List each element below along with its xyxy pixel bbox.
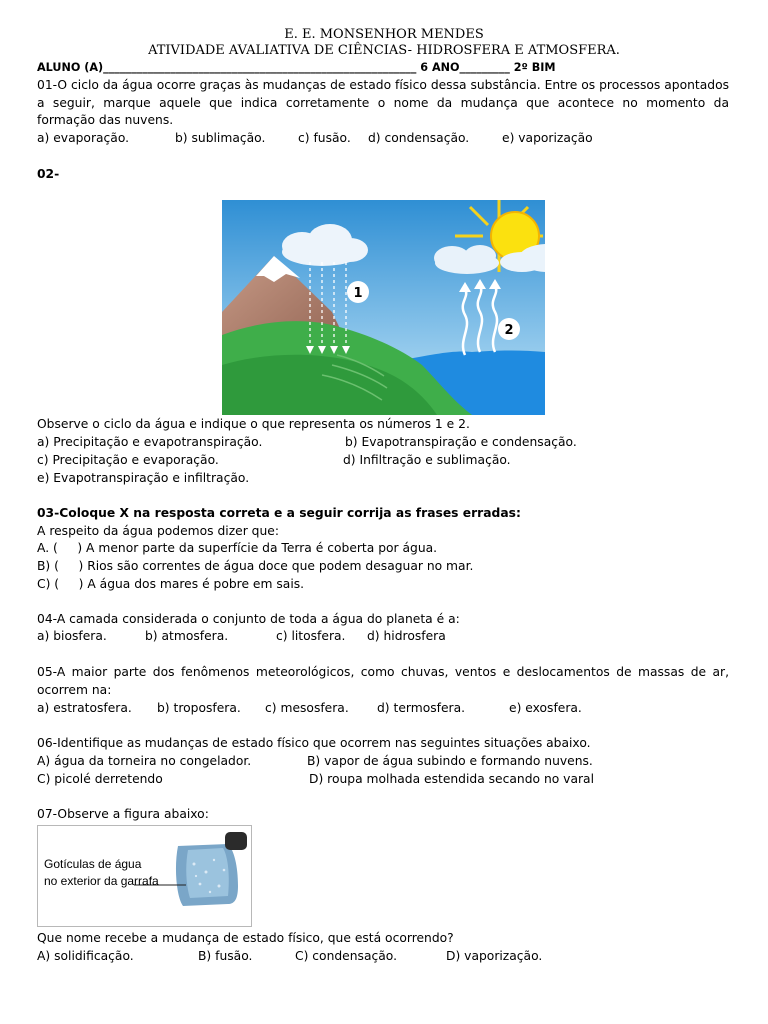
q5-text-line-2: ocorrem na:	[37, 683, 112, 697]
q6-item-a: A) água da torneira no congelador.	[37, 754, 252, 768]
activity-title: ATIVIDADE AVALIATIVA DE CIÊNCIAS- HIDROSFERA E ATMOSFERA.	[148, 43, 620, 58]
q4-option-d: d) hidrosfera	[367, 629, 446, 643]
q2-option-c: c) Precipitação e evaporação.	[37, 453, 219, 467]
q5-option-b: b) troposfera.	[157, 701, 241, 715]
q3-item-c: C) ( ) A água dos mares é pobre em sais.	[37, 577, 305, 591]
water-cycle-figure	[222, 200, 545, 415]
q2-prompt: Observe o ciclo da água e indique o que representa os números 1 e 2.	[37, 417, 470, 431]
q7-question: Que nome recebe a mudança de estado físico, que está ocorrendo?	[37, 931, 454, 945]
q2-option-d: d) Infiltração e sublimação.	[343, 453, 511, 467]
q7-option-a: A) solidificação.	[37, 949, 134, 963]
q1-option-e: e) vaporização	[502, 131, 593, 145]
q6-item-d: D) roupa molhada estendida secando no varal	[309, 772, 594, 786]
bottle-icon	[176, 832, 247, 906]
bottle-figure	[37, 825, 252, 927]
school-name: E. E. MONSENHOR MENDES	[284, 27, 484, 42]
q3-item-b: B) ( ) Rios são correntes de água doce que podem desaguar no mar.	[37, 559, 474, 573]
q5-option-a: a) estratosfera.	[37, 701, 132, 715]
q6-item-b: B) vapor de água subindo e formando nuvens.	[307, 754, 593, 768]
bottle-caption-line-2: no exterior da garrafa	[44, 874, 159, 888]
q7-option-b: B) fusão.	[198, 949, 253, 963]
q7-title: 07-Observe a figura abaixo:	[37, 807, 209, 821]
q1-text-line-2: a seguir, marque aquele que indica corretamente o nome da mudança que acontece no momento da	[37, 96, 729, 110]
q4-option-b: b) atmosfera.	[145, 629, 229, 643]
q1-option-d: d) condensação.	[368, 131, 470, 145]
student-info-line: ALUNO (A)________________________________________________________ 6 ANO_________ 2º BIM	[37, 61, 556, 74]
q7-option-c: C) condensação.	[295, 949, 397, 963]
q7-option-d: D) vaporização.	[446, 949, 543, 963]
q4-title: 04-A camada considerada o conjunto de toda a água do planeta é a:	[37, 612, 460, 626]
q2-option-a: a) Precipitação e evapotranspiração.	[37, 435, 263, 449]
figure-label-2: 2	[504, 323, 514, 338]
q2-option-e: e) Evapotranspiração e infiltração.	[37, 471, 250, 485]
q5-option-e: e) exosfera.	[509, 701, 582, 715]
q3-subtitle: A respeito da água podemos dizer que:	[37, 524, 279, 538]
q6-item-c: C) picolé derretendo	[37, 772, 163, 786]
figure-label-1: 1	[353, 286, 363, 301]
q1-option-a: a) evaporação.	[37, 131, 130, 145]
q1-option-b: b) sublimação.	[175, 131, 266, 145]
q5-text-line-1: 05-A maior parte dos fenômenos meteorológicos, como chuvas, ventos e deslocamentos de massas de ar,	[37, 665, 729, 679]
q2-number: 02-	[37, 167, 60, 181]
q1-option-c: c) fusão.	[298, 131, 351, 145]
q1-text-line-1: 01-O ciclo da água ocorre graças às mudanças de estado físico dessa substância. Entre os processos apontados	[37, 78, 729, 92]
q5-option-d: d) termosfera.	[377, 701, 466, 715]
q2-option-b: b) Evapotranspiração e condensação.	[345, 435, 577, 449]
q5-option-c: c) mesosfera.	[265, 701, 349, 715]
q6-title: 06-Identifique as mudanças de estado físico que ocorrem nas seguintes situações abaixo.	[37, 736, 591, 750]
q3-title: 03-Coloque X na resposta correta e a seguir corrija as frases erradas:	[37, 506, 521, 520]
bottle-caption-line-1: Gotículas de água	[44, 857, 142, 871]
q3-item-a: A. ( ) A menor parte da superfície da Terra é coberta por água.	[37, 541, 438, 555]
q1-text-line-3: formação das nuvens.	[37, 113, 174, 127]
q4-option-c: c) litosfera.	[276, 629, 346, 643]
q4-option-a: a) biosfera.	[37, 629, 107, 643]
